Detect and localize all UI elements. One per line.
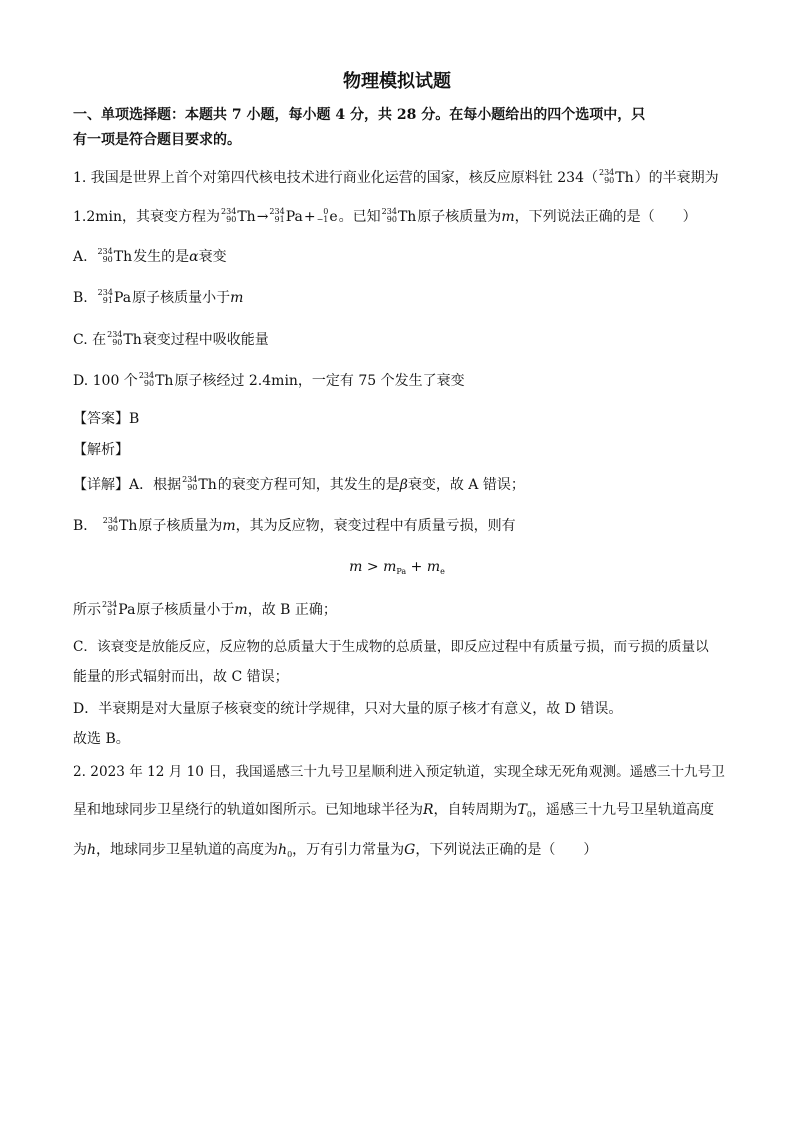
q2-text: 星和地球同步卫星绕行的轨道如图所示。已知地球半径为	[73, 802, 423, 818]
atomic-number: 90	[112, 338, 123, 347]
q1-line1	[73, 168, 719, 188]
height0-subscript: 0	[287, 850, 293, 859]
q1-text: 1.2min，其衰变方程为	[73, 209, 221, 225]
atomic-number: 91	[107, 608, 118, 617]
mass-symbol: m	[501, 209, 515, 225]
gravity-constant-symbol: G	[404, 842, 416, 858]
element-symbol: Pa	[118, 602, 136, 618]
option-label: C. 在	[73, 332, 107, 348]
alpha-symbol: α	[189, 249, 199, 265]
mass-number: 234	[138, 371, 155, 380]
element-symbol: Th	[198, 477, 217, 493]
detail-d: D．半衰期是对大量原子核衰变的统计学规律，只对大量的原子核才有意义，故 D 错误。	[73, 701, 623, 717]
element-symbol: Th	[615, 170, 634, 186]
option-label: D. 100 个	[73, 373, 138, 389]
option-text: 衰变	[198, 249, 227, 265]
eq-m: m	[349, 559, 363, 575]
mass-symbol: m	[230, 290, 244, 306]
mass-number: 234	[221, 207, 237, 216]
element-symbol: Pa	[285, 209, 303, 225]
nuclide-pa	[102, 600, 135, 620]
q1-text: ，下列说法正确的是（ ）	[514, 209, 697, 225]
section-heading-line1: 一、单项选择题：本题共 7 小题，每小题 4 分，共 28 分。在每小题给出的四个选项中，只	[73, 107, 646, 123]
nuclide-electron	[317, 207, 338, 227]
atomic-number: 90	[187, 483, 198, 492]
atomic-number: 91	[274, 215, 285, 224]
analysis-label: 【解析】	[73, 442, 129, 458]
q1-text: ）的半衰期为	[634, 170, 719, 186]
atomic-number: 90	[226, 215, 237, 224]
detail-text: 所示	[73, 602, 101, 618]
nuclide-th	[97, 247, 132, 267]
beta-symbol: β	[399, 477, 408, 493]
mass-number: 234	[182, 475, 198, 484]
eq-e-sub: e	[440, 567, 445, 576]
mass-number: 234	[381, 207, 397, 216]
choose-b: 故选 B。	[73, 731, 130, 747]
height-symbol: h	[87, 842, 97, 858]
mass-symbol: m	[222, 518, 236, 534]
nuclide-th	[382, 207, 417, 227]
option-text: 原子核经过 2.4min，一定有 75 个发生了衰变	[174, 373, 465, 389]
eq-pa-sub: Pa	[396, 567, 407, 576]
nuclide-th	[599, 168, 634, 188]
element-symbol: Th	[123, 332, 142, 348]
mass-number: 234	[102, 600, 118, 609]
nuclide-th	[103, 516, 138, 536]
atomic-number: −1	[316, 215, 329, 224]
q1-line2	[73, 207, 697, 227]
q1-text: 原子核质量为	[417, 209, 502, 225]
element-symbol: Th	[237, 209, 256, 225]
detail-text: ，故 B 正确；	[247, 602, 337, 618]
detail-text: 衰变，故 A 错误；	[407, 477, 525, 493]
mass-number: 234	[102, 516, 119, 525]
detail-text: ，其为反应物，衰变过程中有质量亏损，则有	[235, 518, 516, 534]
q2-text: ，自转周期为	[433, 802, 518, 818]
element-symbol: Th	[155, 373, 174, 389]
mass-number: 234	[269, 207, 285, 216]
option-text: 原子核质量小于	[132, 290, 231, 306]
q2-line2	[73, 800, 714, 825]
mass-number: 234	[107, 330, 123, 339]
q2-text: ，遥感三十九号卫星轨道高度	[531, 802, 714, 818]
nuclide-pa	[98, 288, 131, 308]
q1-text: 1. 我国是世界上首个对第四代核电技术进行商业化运营的国家，核反应原料钍 234（	[73, 170, 598, 186]
detail-b	[73, 516, 516, 536]
eq-gt: >	[362, 559, 384, 575]
answer-label: 【答案】B	[73, 411, 140, 427]
nuclide-th	[182, 475, 217, 495]
eq-m-pa: m	[383, 559, 397, 575]
q2-text: ，地球同步卫星轨道的高度为	[96, 842, 279, 858]
option-label: B.	[73, 290, 88, 306]
detail-text: 原子核质量为	[138, 518, 223, 534]
q2-line1: 2. 2023 年 12 月 10 日，我国遥感三十九号卫星顺利进入预定轨道，实现全球无死角观测。遥感三十九号卫	[73, 764, 725, 780]
nuclide-th	[107, 330, 142, 350]
option-label: A.	[73, 249, 88, 265]
eq-m-e: m	[426, 559, 441, 575]
atomic-number: 90	[604, 176, 615, 185]
detail-c-line1: C．该衰变是放能反应，反应物的总质量大于生成物的总质量，即反应过程中有质量亏损，而亏损的质量以	[73, 639, 709, 655]
detail-a	[73, 475, 525, 495]
atomic-number: 91	[102, 296, 113, 305]
q2-line3	[73, 840, 597, 865]
q1-text: 。已知	[338, 209, 381, 225]
mass-inequality-equation	[0, 559, 794, 576]
detail-text: 【详解】A．根据	[73, 477, 182, 493]
element-symbol: Th	[397, 209, 417, 225]
atomic-number: 90	[386, 215, 397, 224]
option-text: 发生的是	[133, 249, 190, 265]
mass-number: 234	[598, 168, 615, 177]
q1-option-d	[73, 371, 465, 391]
nuclide-pa	[269, 207, 302, 227]
element-symbol: Th	[113, 249, 133, 265]
q2-text: 为	[73, 842, 87, 858]
detail-text: B．	[73, 518, 98, 534]
atomic-number: 90	[107, 524, 119, 533]
nuclide-th	[139, 371, 174, 391]
nuclide-th	[221, 207, 256, 227]
mass-symbol: m	[234, 602, 248, 618]
eq-plus: +	[406, 559, 427, 575]
period-subscript: 0	[526, 810, 532, 819]
element-symbol: Th	[119, 518, 138, 534]
radius-symbol: R	[423, 802, 434, 818]
element-symbol: Pa	[113, 290, 132, 306]
detail-text: 原子核质量小于	[136, 602, 235, 618]
detail-c-line2: 能量的形式辐射而出，故 C 错误；	[73, 669, 289, 685]
q2-text: ，下列说法正确的是（ ）	[415, 842, 598, 858]
mass-number: 234	[97, 288, 113, 297]
q2-text: ，万有引力常量为	[292, 842, 405, 858]
mass-number: 234	[97, 247, 113, 256]
plus-sign: +	[303, 209, 316, 225]
arrow: →	[256, 209, 269, 225]
mass-number: 0	[323, 207, 329, 216]
height0-symbol: h	[278, 842, 288, 858]
page-title: 物理模拟试题	[343, 71, 451, 92]
section-heading-line2: 有一项是符合题目要求的。	[73, 132, 241, 148]
q1-option-a	[73, 247, 227, 267]
detail-text: 的衰变方程可知，其发生的是	[217, 477, 400, 493]
atomic-number: 90	[143, 379, 155, 388]
option-text: 衰变过程中吸收能量	[142, 332, 269, 348]
q1-option-c	[73, 330, 269, 350]
detail-so	[73, 600, 337, 620]
period-symbol: T	[517, 802, 527, 818]
atomic-number: 90	[102, 255, 113, 264]
element-symbol: e	[329, 209, 338, 225]
q1-option-b	[73, 288, 243, 308]
